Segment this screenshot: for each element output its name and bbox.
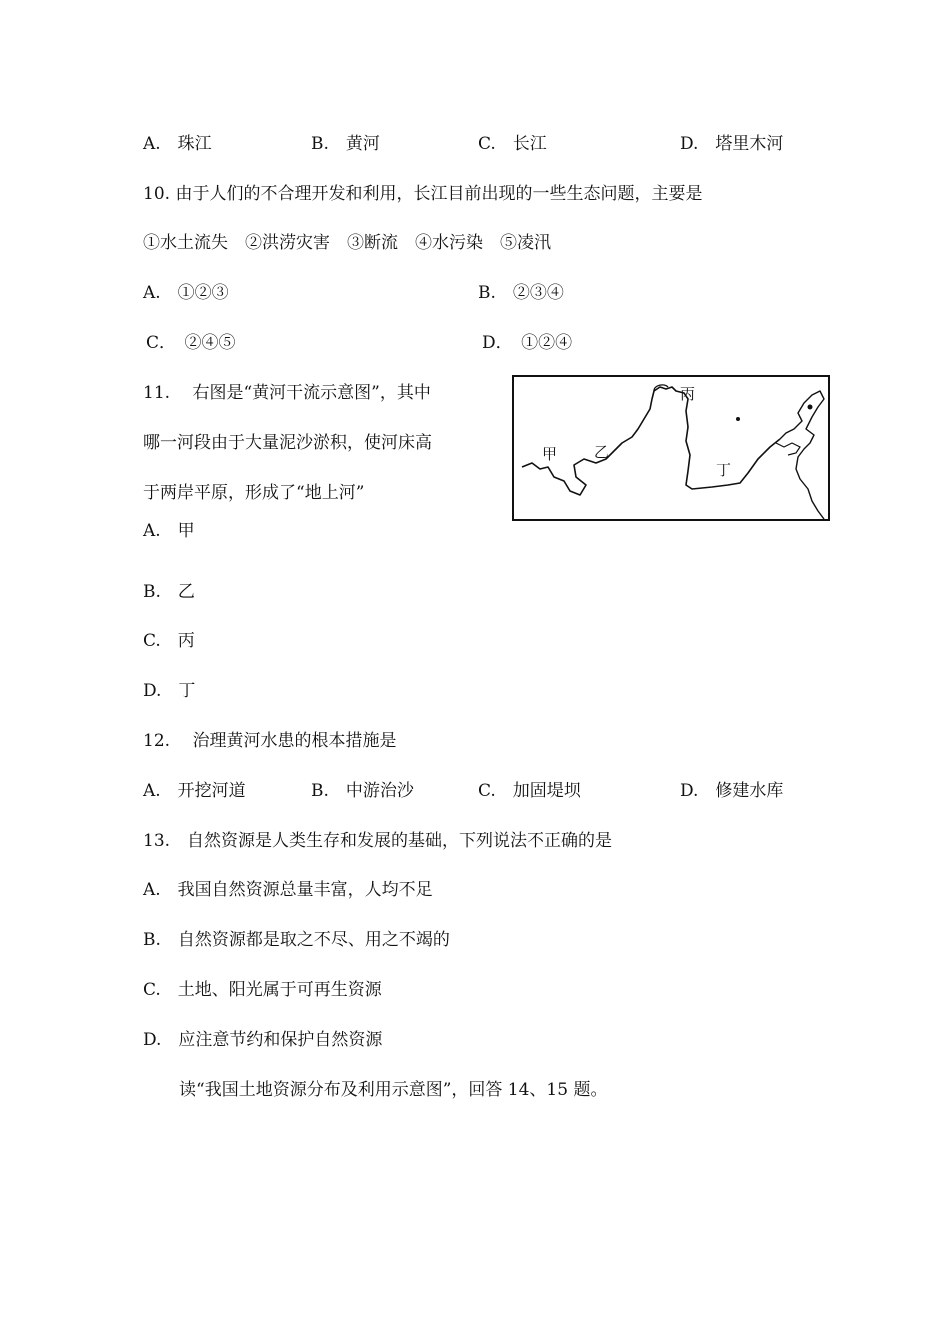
q11-option-a: A. 甲	[143, 521, 195, 541]
map-label-jia: 甲	[542, 445, 558, 463]
q10-option-b: B. ②③④	[478, 283, 564, 303]
q9-option-d: D. 塔里木河	[680, 134, 784, 154]
map-label-yi: 乙	[594, 443, 610, 461]
city-dot	[736, 417, 740, 421]
yellow-river-path	[522, 387, 780, 495]
q13-stem: 13. 自然资源是人类生存和发展的基础，下列说法不正确的是	[143, 831, 613, 851]
yellow-river-map-drawing	[514, 377, 828, 519]
peninsula	[776, 443, 800, 455]
coastline	[780, 391, 824, 519]
q9-option-a: A. 珠江	[143, 134, 212, 154]
q13-option-d: D. 应注意节约和保护自然资源	[143, 1030, 383, 1050]
yellow-river-map	[512, 375, 830, 521]
map-label-bing: 丙	[680, 385, 696, 403]
q13-option-a: A. 我国自然资源总量丰富，人均不足	[143, 880, 433, 900]
q13-option-c: C. 土地、阳光属于可再生资源	[143, 980, 382, 1000]
q10-option-d: D． ①②④	[482, 333, 573, 353]
q11-stem-line-1: 11. 右图是“黄河干流示意图”，其中	[143, 383, 431, 403]
q12-option-d: D. 修建水库	[680, 781, 784, 801]
q10-option-a: A. ①②③	[143, 283, 229, 303]
q9-option-c: C. 长江	[478, 134, 547, 154]
q13-option-b: B. 自然资源都是取之不尽、用之不竭的	[143, 930, 450, 950]
q11-option-c: C. 丙	[143, 631, 195, 651]
q10-option-c: C． ②④⑤	[146, 333, 236, 353]
q12-stem: 12. 治理黄河水患的根本措施是	[143, 731, 397, 751]
q11-option-d: D. 丁	[143, 681, 196, 701]
q11-option-b: B. 乙	[143, 582, 195, 602]
q12-option-b: B. 中游治沙	[311, 781, 414, 801]
island-dot	[808, 405, 813, 410]
q10-stem: 10. 由于人们的不合理开发和利用，长江目前出现的一些生态问题，主要是	[143, 184, 703, 204]
q10-items: ①水土流失 ②洪涝灾害 ③断流 ④水污染 ⑤凌汛	[143, 233, 551, 253]
q12-option-c: C. 加固堤坝	[478, 781, 581, 801]
q14-15-intro: 读“我国土地资源分布及利用示意图”，回答 14、15 题。	[179, 1080, 608, 1100]
q11-stem-line-3: 于两岸平原，形成了“地上河”	[143, 483, 365, 503]
q12-option-a: A. 开挖河道	[143, 781, 246, 801]
q9-option-b: B. 黄河	[311, 134, 380, 154]
map-label-ding: 丁	[716, 461, 732, 479]
q11-stem-line-2: 哪一河段由于大量泥沙淤积，使河床高	[143, 433, 432, 453]
